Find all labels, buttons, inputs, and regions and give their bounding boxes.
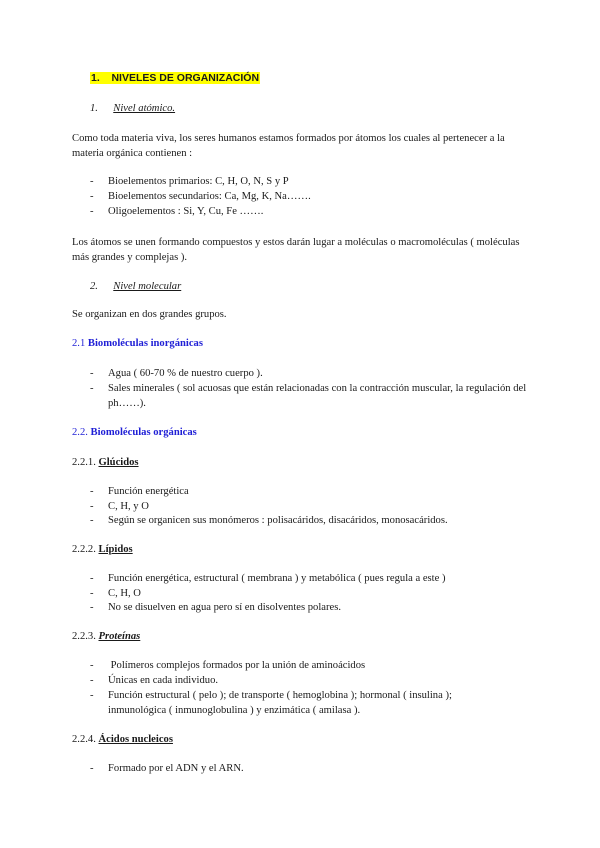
section-title: NIVELES DE ORGANIZACIÓN	[111, 72, 260, 84]
heading-title: Biomoléculas orgánicas	[90, 427, 197, 438]
bullet: -	[90, 675, 94, 686]
paragraph-groups: Se organizan en dos grandes grupos.	[72, 309, 227, 320]
heading-number: 2.2.	[72, 427, 88, 438]
heading-lipids	[72, 543, 133, 558]
heading-title: Glúcidos	[98, 457, 139, 468]
bullet: -	[90, 515, 94, 526]
list-item: C, H, y O	[108, 501, 149, 512]
list-item: C, H, O	[108, 588, 141, 599]
heading-number: 2.2.2.	[72, 544, 96, 555]
bullet: -	[90, 368, 94, 379]
bullet: -	[90, 383, 94, 394]
heading-proteins	[72, 630, 140, 645]
subsection-heading-molecular	[90, 280, 181, 295]
heading-title: Biomoléculas inorgánicas	[87, 338, 203, 349]
list-item: No se disuelven en agua pero sí en disolventes polares.	[108, 602, 342, 613]
heading-nucleic-acids	[72, 733, 173, 748]
subsection-heading-atomic	[90, 102, 175, 117]
list-item: Función energética, estructural ( membrana ) y metabólica ( pues regula a este )	[108, 573, 446, 584]
list-item: Únicas en cada individuo.	[108, 675, 219, 686]
list-item: Función energética	[108, 486, 189, 497]
heading-organic	[72, 426, 197, 441]
subsection-title: Nivel molecular	[113, 281, 182, 292]
heading-number: 2.2.1.	[72, 457, 96, 468]
list-item: Oligoelementos : Si, Y, Cu, Fe …….	[108, 206, 264, 217]
list-item: Sales minerales ( sol acuosas que están relacionadas con la contracción muscular, la regulación del ph……).	[108, 383, 527, 409]
bullet: -	[90, 206, 94, 217]
bullet: -	[90, 690, 94, 701]
bullet: -	[90, 486, 94, 497]
heading-number: 2.2.4.	[72, 734, 96, 745]
heading-title: Lípidos	[98, 544, 133, 555]
list-item: Agua ( 60-70 % de nuestro cuerpo ).	[108, 368, 263, 379]
subsection-title: Nivel atómico.	[113, 103, 176, 114]
heading-glucids	[72, 456, 139, 471]
section-heading	[90, 71, 260, 87]
heading-title: Proteínas	[98, 631, 141, 642]
bullet: -	[90, 573, 94, 584]
bullet: -	[90, 191, 94, 202]
paragraph-atoms: Los átomos se unen formando compuestos y estos darán lugar a moléculas o macromoléculas ( moléculas más grandes y complejas ).	[72, 237, 520, 263]
bullet: -	[90, 588, 94, 599]
section-number: 1.	[91, 72, 100, 84]
heading-inorganic	[72, 337, 203, 352]
subsection-number: 1.	[90, 103, 98, 114]
heading-number: 2.2.3.	[72, 631, 96, 642]
list-item: Bioelementos primarios: C, H, O, N, S y P	[108, 176, 289, 187]
paragraph-intro: Como toda materia viva, los seres humanos estamos formados por átomos los cuales al pertenecer a la materia orgánica contienen :	[72, 133, 505, 159]
list-item: Según se organicen sus monómeros : polisacáridos, disacáridos, monosacáridos.	[108, 515, 448, 526]
list-item: Formado por el ADN y el ARN.	[108, 763, 244, 774]
heading-title: Ácidos nucleicos	[98, 734, 173, 745]
list-item: Bioelementos secundarios: Ca, Mg, K, Na…….	[108, 191, 311, 202]
heading-number: 2.1	[72, 338, 86, 349]
list-item: Polímeros complejos formados por la unión de aminoácidos	[108, 660, 366, 671]
bullet: -	[90, 763, 94, 774]
list-item: Función estructural ( pelo ); de transporte ( hemoglobina ); hormonal ( insulina ); inmunológica ( inmunoglobulina ) y enzimática ( amilasa ).	[108, 690, 452, 716]
subsection-number: 2.	[90, 281, 98, 292]
bullet: -	[90, 176, 94, 187]
bullet: -	[90, 602, 94, 613]
bullet: -	[90, 660, 94, 671]
bullet: -	[90, 501, 94, 512]
